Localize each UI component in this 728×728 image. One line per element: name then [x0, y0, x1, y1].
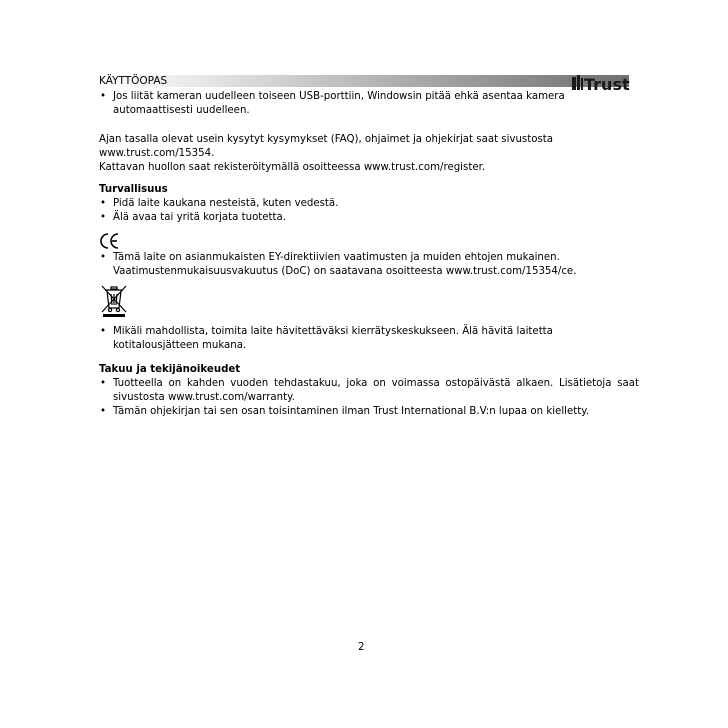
page-number: 2 [358, 642, 365, 653]
support-info [99, 133, 639, 175]
header-bar [99, 75, 629, 87]
reconnect-bullet: • Jos liität kameran uudelleen toiseen USB-porttiin, Windowsin pitää ehkä asentaa kamera automaattisesti uudelleen. [99, 90, 639, 118]
warranty-section [99, 363, 639, 419]
safety-section [99, 183, 639, 225]
register-line: Kattavan huollon saat rekisteröitymällä osoitteessa www.trust.com/register. [99, 162, 486, 173]
ce-mark-icon [99, 232, 121, 250]
warranty-heading: Takuu ja tekijänoikeudet [99, 364, 241, 375]
crossed-bin-icon [100, 284, 128, 318]
safety-item: • Älä avaa tai yritä korjata tuotetta. [99, 211, 639, 225]
compliance-bullet: • Tämä laite on asianmukaisten EY-direktiivien vaatimusten ja muiden ehtojen mukainen. Vaatimustenmukaisuusvakuutus (DoC) on saatavana osoitteesta www.trust.com/15354/ce. [99, 251, 639, 279]
warranty-item: • Tämän ohjekirjan tai sen osan toisintaminen ilman Trust International B.V:n lupaa on kielletty. [99, 405, 639, 419]
reconnect-note [99, 90, 639, 118]
safety-heading: Turvallisuus [99, 184, 168, 195]
recycling-bullet: • Mikäli mahdollista, toimita laite hävitettäväksi kierrätyskeskukseen. Älä hävitä laitetta kotitalousjätteen mukana. [99, 325, 639, 353]
compliance-section [99, 251, 639, 279]
faq-line: Ajan tasalla olevat usein kysytyt kysymykset (FAQ), ohjaimet ja ohjekirjat saat sivustosta www.trust.com/15354. [99, 134, 554, 159]
safety-item: • Pidä laite kaukana nesteistä, kuten vedestä. [99, 197, 639, 211]
header-title: KÄYTTÖOPAS [99, 75, 168, 87]
recycling-section [99, 325, 639, 353]
svg-text:Trust: Trust [584, 75, 630, 94]
warranty-item: • Tuotteella on kahden vuoden tehdastakuu, joka on voimassa ostopäivästä alkaen. Lisätietoja saat sivustosta www.trust.com/warranty. [99, 377, 639, 405]
